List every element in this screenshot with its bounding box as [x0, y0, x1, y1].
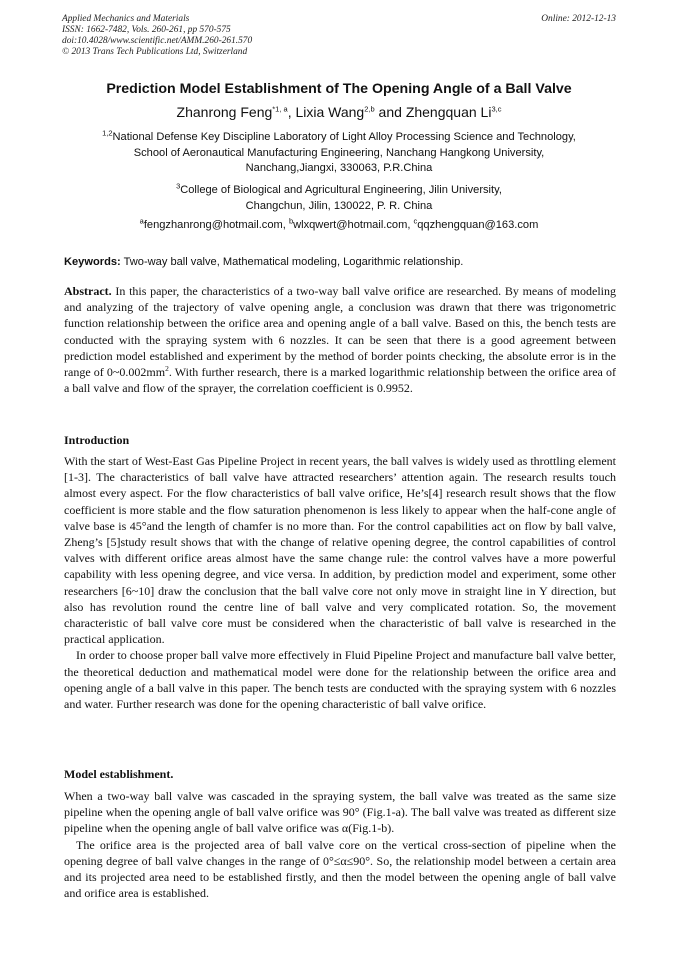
author-list: [40, 103, 638, 121]
affiliation-superscript: 3: [176, 181, 181, 191]
author-name: Zhanrong Feng: [176, 104, 273, 120]
doi-line: doi:10.4028/www.scientific.net/AMM.260-261.570: [62, 36, 253, 46]
author-superscript: *1, a: [272, 104, 288, 114]
journal-name: Applied Mechanics and Materials: [62, 14, 190, 24]
author-separator: and: [374, 104, 406, 120]
paragraph: When a two-way ball valve was cascaded in the spraying system, the ball valve was treated as the same size pipeline when the opening angle of ball valve orifice was 90° (Fig.1-a). The ball valve was treated as different size pipeline when the opening angle of ball valve orifice was α(Fig.1-b).: [64, 789, 616, 836]
affiliation-line: Changchun, Jilin, 130022, P. R. China: [245, 199, 433, 212]
email-address: fengzhanrong@hotmail.com,: [143, 219, 289, 231]
online-date: Online: 2012-12-13: [541, 14, 616, 24]
affiliation-line: College of Biological and Agricultural Engineering, Jilin University,: [180, 184, 502, 196]
author-name: Zhengquan Li: [405, 104, 492, 120]
affiliation-1: [50, 130, 628, 177]
author-superscript: 2,b: [364, 104, 375, 114]
section-heading-introduction: Introduction: [64, 433, 130, 447]
email-superscript: a: [139, 216, 144, 226]
paragraph: With the start of West-East Gas Pipeline Project in recent years, the ball valves is widely used as throttling element [1-3]. The characteristics of ball valve have attracted researchers’ attention again. The research results touch almost every aspect. For the flow characteristics of ball valve orifice, He’s[4] research result shows that the flow coefficient is more stable and the flow saturation phenomenon is less likely to appear when the half-cone angle of valve base is 45°and the length of chamfer is no more than. For the control capabilities act on flow by ball valve, Zheng’s [5]study result shows that with the change of relative opening degree, the control capabilities of control valves with different orifice areas almost have the same change rule: the control valves have a more powerful capability with less opening degree, and vice versa. In addition, by prediction model and experiment, some other researchers [6~10] draw the conclusion that the ball valve core not only move in straight line in Y direction, but also has revolution round the centre line of ball valve and very complicated rotation. So, the movement characteristic of ball valve core must be considered when the characteristic of ball valve is researched in the practical application.: [64, 454, 616, 647]
abstract-text: In this paper, the characteristics of a two-way ball valve orifice are researched. By means of modeling and analyzing of the trajectory of valve opening angle, a conclusion was drawn that there was trigonometric function relationship between the orifice area and opening angle of a ball valve. Based on this, the bench tests are conducted with the spraying system with 6 nozzles. It can be seen that there is a good agreement between prediction model established and experiment by the method of border points checking, the absolute error is in the range of 0~0.002mm: [64, 284, 616, 380]
paragraph: In order to choose proper ball valve more effectively in Fluid Pipeline Project and manufacture ball valve better, the theoretical deduction and mathematical model were done for the relationship between the orifice area and opening angle of a ball valve in this paper. The bench tests are conducted with the spraying system with 6 nozzles and water. Further research was done for the opening characteristic of ball valve orifice.: [64, 648, 616, 712]
paper-title: Prediction Model Establishment of The Opening Angle of a Ball Valve: [106, 81, 572, 97]
email-address: wlxqwert@hotmail.com,: [293, 219, 414, 231]
affiliation-line: National Defense Key Discipline Laboratory of Light Alloy Processing Science and Technology,: [112, 131, 576, 143]
email-superscript: c: [413, 216, 418, 226]
email-list: [50, 218, 628, 234]
author-superscript: 3,c: [491, 104, 502, 114]
author-separator: ,: [287, 104, 296, 120]
paragraph: The orifice area is the projected area of ball valve core on the vertical cross-section of pipeline when the opening degree of ball valve changes in the range of 0°≤α≤90°. So, the relationship model between a certain area and its projected area need to be established firstly, and then the model between the opening angle of ball valve and orifice area is established.: [64, 837, 616, 901]
affiliation-line: Nanchang,Jiangxi, 330063, P.R.China: [245, 162, 433, 174]
abstract-text: . With further research, there is a marked logarithmic relationship between the orifice area of a ball valve and flow of the sprayer, the correlation coefficient is 0.9952.: [64, 365, 616, 396]
copyright-line: © 2013 Trans Tech Publications Ltd, Switzerland: [62, 47, 248, 57]
email-address: qqzhengquan@163.com: [417, 219, 539, 231]
affiliation-line: School of Aeronautical Manufacturing Engineering, Nanchang Hangkong University,: [133, 146, 545, 159]
abstract-superscript: 2: [165, 364, 169, 374]
author-name: Lixia Wang: [295, 104, 365, 120]
affiliation-superscript: 1,2: [102, 128, 113, 138]
model-body: [64, 788, 616, 901]
issn-line: ISSN: 1662-7482, Vols. 260-261, pp 570-575: [62, 25, 231, 35]
journal-header: [62, 14, 616, 58]
section-heading-model: Model establishment.: [64, 767, 174, 781]
introduction-body: [64, 453, 616, 712]
email-superscript: b: [288, 216, 294, 226]
affiliation-2: [50, 183, 628, 214]
abstract-label: Abstract.: [64, 284, 112, 298]
keywords-label: Keywords:: [64, 256, 121, 268]
keywords: [64, 255, 616, 270]
abstract: [64, 283, 616, 396]
keywords-text: Two-way ball valve, Mathematical modeling, Logarithmic relationship.: [120, 256, 464, 268]
